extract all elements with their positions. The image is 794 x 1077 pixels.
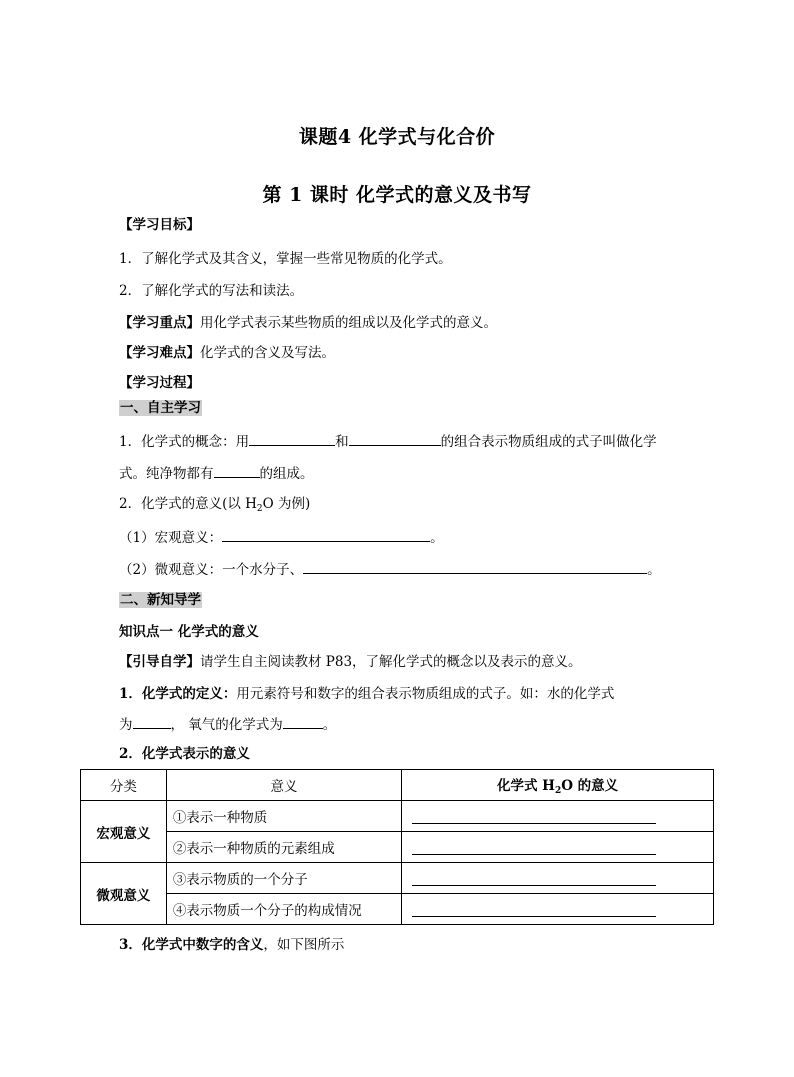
q2-macro-blank[interactable] [222,527,430,542]
lesson-subtitle: 第 1 课时 化学式的意义及书写 [262,184,532,206]
answer-blank[interactable] [412,871,656,886]
page-title: 课题4 化学式与化合价 [298,126,496,148]
table-row: 微观意义 ③表示物质的一个分子 [81,863,714,894]
meaning-heading: 2．化学式表示的意义 [119,746,250,762]
q1-blank-3[interactable] [214,463,260,478]
macro-category: 宏观意义 [81,801,167,863]
difficulty [119,343,335,363]
definition-line: 1．化学式的定义：用元素符号和数字的组合表示物质组成的式子。如：水的化学式 [119,686,615,702]
answer-blank[interactable] [412,809,656,824]
q1-blank-2[interactable] [349,431,441,446]
q1-line-2: 式。纯净物都有 的组成。 [119,463,314,484]
knowledge-point-1: 知识点一 化学式的意义 [119,624,259,640]
table-header-row: 分类 意义 化学式 $H_2O$ 的意义 [81,770,714,801]
q2-line: 2．化学式的意义(以 $H_2O$ 为例) [119,496,311,514]
key-point [119,313,497,333]
section2-heading: 二、新知导学 [120,592,201,608]
oxygen-formula-blank[interactable] [283,714,323,729]
key-point-text: 用化学式表示某些物质的组成以及化学式的意义。 [200,315,497,331]
answer-blank[interactable] [412,840,656,855]
process-heading: 【学习过程】 [119,375,200,391]
q1-blank-1[interactable] [249,431,335,446]
micro-category: 微观意义 [81,863,167,925]
table-row: ④表示物质一个分子的构成情况 [81,894,714,925]
guide-line: 【引导自学】请学生自主阅读教材 P83，了解化学式的概念以及表示的意义。 [119,654,582,670]
difficulty-label: 【学习难点】 [119,345,200,361]
water-formula-blank[interactable] [133,714,171,729]
answer-blank[interactable] [412,902,656,917]
q2-macro-line: （1）宏观意义： 。 [119,527,444,548]
numbers-line: 3．化学式中数字的含义，如下图所示 [119,937,345,953]
q2-micro-line: （2）微观意义：一个水分子、 。 [119,559,661,580]
section1-heading: 一、自主学习 [120,400,201,416]
key-point-label: 【学习重点】 [119,315,200,331]
goal-item-1: 1．了解化学式及其含义，掌握一些常见物质的化学式。 [119,251,452,267]
table-row: ②表示一种物质的元素组成 [81,832,714,863]
q2-micro-blank[interactable] [303,559,647,574]
meaning-table [80,769,714,925]
table-row: 宏观意义 ①表示一种物质 [81,801,714,832]
difficulty-text: 化学式的含义及写法。 [200,345,335,361]
definition-line-2: 为 ， 氧气的化学式为 。 [119,714,336,735]
q1-line: 1．化学式的概念：用 和 的组合表示物质组成的式子叫做化学 [119,431,657,452]
goal-item-2: 2．了解化学式的写法和读法。 [119,283,304,299]
goals-heading: 【学习目标】 [119,217,200,233]
